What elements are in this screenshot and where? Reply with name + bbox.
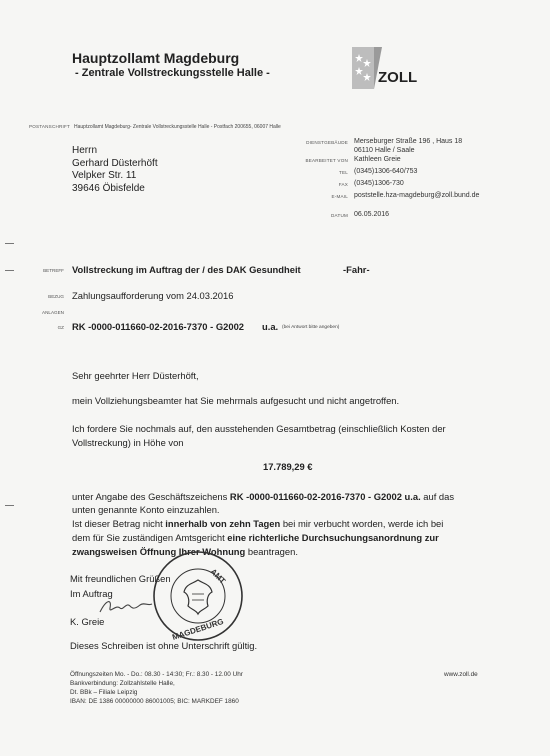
file-number-inline: RK -0000-011660-02-2016-7370 - G2002 u.a. bbox=[229, 491, 421, 502]
paragraph-4-line-3: zwangsweisen Öffnung Ihrer Wohnung beantragen. bbox=[72, 546, 298, 557]
official-stamp bbox=[150, 548, 246, 644]
handler-label: BEARBEITET VON bbox=[305, 158, 348, 163]
stamp-bottom-text: MAGDEBURG bbox=[171, 616, 225, 642]
file-number-note: (bei Antwort bitte angeben) bbox=[282, 325, 340, 330]
no-signature-note: Dieses Schreiben ist ohne Unterschrift gültig. bbox=[70, 640, 258, 651]
closing-on-behalf: Im Auftrag bbox=[70, 588, 113, 599]
opening-hours: Öffnungszeiten Mo. - Do.: 08.30 - 14:30; Fr.: 8.30 - 12.00 Uhr bbox=[70, 671, 243, 678]
recipient-address bbox=[72, 145, 158, 195]
postal-label: POSTANSCHRIFT bbox=[28, 124, 70, 129]
building-label: DIENSTGEBÄUDE bbox=[306, 140, 348, 145]
paragraph-1: mein Vollziehungsbeamter hat Sie mehrmals aufgesucht und nicht angetroffen. bbox=[72, 395, 400, 406]
zoll-logo bbox=[344, 45, 426, 91]
eagle-icon bbox=[184, 580, 212, 614]
salutation: Sehr geehrter Herr Düsterhöft, bbox=[72, 370, 199, 381]
tel-value: (0345)1306-640/753 bbox=[354, 168, 418, 175]
paragraph-3-line-1: unter Angabe des Geschäftszeichens RK -0000-011660-02-2016-7370 - G2002 u.a. auf das bbox=[72, 491, 455, 502]
subject-line: Vollstreckung im Auftrag der / des DAK Gesundheit bbox=[72, 264, 301, 275]
recipient-name: Gerhard Düsterhöft bbox=[72, 157, 158, 169]
recipient-salutation: Herrn bbox=[72, 145, 98, 156]
recipient-city: 39646 Öbisfelde bbox=[72, 182, 145, 194]
file-number: RK -0000-011660-02-2016-7370 - G2002 bbox=[72, 321, 244, 332]
date-label: DATUM bbox=[331, 213, 348, 218]
closing-greeting: Mit freundlichen Grüßen bbox=[70, 573, 171, 584]
fax-value: (0345)1306-730 bbox=[354, 180, 404, 187]
closing-name: K. Greie bbox=[70, 616, 105, 627]
stamp-top-text: AMT bbox=[208, 567, 228, 586]
paragraph-2-line-1: Ich fordere Sie nochmals auf, den ausstehenden Gesamtbetrag (einschließlich Kosten der bbox=[72, 423, 446, 434]
subject-extra: -Fahr- bbox=[343, 264, 370, 275]
email-label: E-MAIL bbox=[331, 194, 348, 199]
footer-website[interactable]: www.zoll.de bbox=[444, 671, 478, 678]
tel-label: TEL bbox=[338, 170, 348, 175]
building-line1: Merseburger Straße 196 , Haus 18 bbox=[354, 138, 463, 145]
paragraph-2-line-2: Vollstreckung) in Höhe von bbox=[72, 437, 184, 448]
fax-label: FAX bbox=[338, 182, 348, 187]
reference-line: Zahlungsaufforderung vom 24.03.2016 bbox=[72, 290, 234, 301]
gz-label: GZ bbox=[57, 325, 64, 330]
bezug-label: BEZUG bbox=[48, 294, 64, 299]
fold-mark bbox=[5, 505, 14, 506]
date-value: 06.05.2016 bbox=[354, 211, 390, 218]
building-line2: 06110 Halle / Saale bbox=[354, 147, 415, 154]
handler-name: Kathleen Greie bbox=[354, 156, 401, 163]
recipient-street: Velpker Str. 11 bbox=[72, 170, 137, 181]
betreff-label: BETREFF bbox=[43, 268, 64, 273]
email-value: poststelle.hza-magdeburg@zoll.bund.de bbox=[354, 192, 480, 199]
agency-title: Hauptzollamt Magdeburg bbox=[72, 50, 240, 66]
signature bbox=[96, 596, 156, 620]
fold-mark bbox=[5, 243, 14, 244]
paragraph-3-line-2: unten genannte Konto einzuzahlen. bbox=[72, 504, 220, 515]
footer-info bbox=[70, 670, 243, 706]
bank-line-1: Bankverbindung: Zollzahlstelle Halle, bbox=[70, 680, 175, 687]
deadline: innerhalb von zehn Tagen bbox=[165, 518, 281, 529]
postal-address: Hauptzollamt Magdeburg- Zentrale Vollstreckungsstelle Halle - Postfach 200655, 06007 Halle bbox=[74, 124, 281, 130]
agency-subtitle: - Zentrale Vollstreckungsstelle Halle - bbox=[75, 67, 270, 79]
anlagen-label: ANLAGEN bbox=[42, 310, 64, 315]
paragraph-4-line-2: dem für Sie zuständigen Amtsgericht eine richterliche Durchsuchungsanordnung zur bbox=[72, 532, 439, 543]
paragraph-4-line-1: Ist dieser Betrag nicht innerhalb von zehn Tagen bei mir verbucht worden, werde ich bei bbox=[72, 518, 444, 529]
logo-text: ZOLL bbox=[378, 69, 418, 86]
fold-mark bbox=[5, 270, 14, 271]
bank-iban: IBAN: DE 1386 00000000 86001005; BIC: MARKDEF 1860 bbox=[70, 698, 239, 705]
file-number-ua: u.a. bbox=[262, 321, 279, 332]
bank-line-2: Dt. BBk – Filiale Leipzig bbox=[70, 689, 138, 696]
amount: 17.789,29 € bbox=[263, 461, 313, 472]
